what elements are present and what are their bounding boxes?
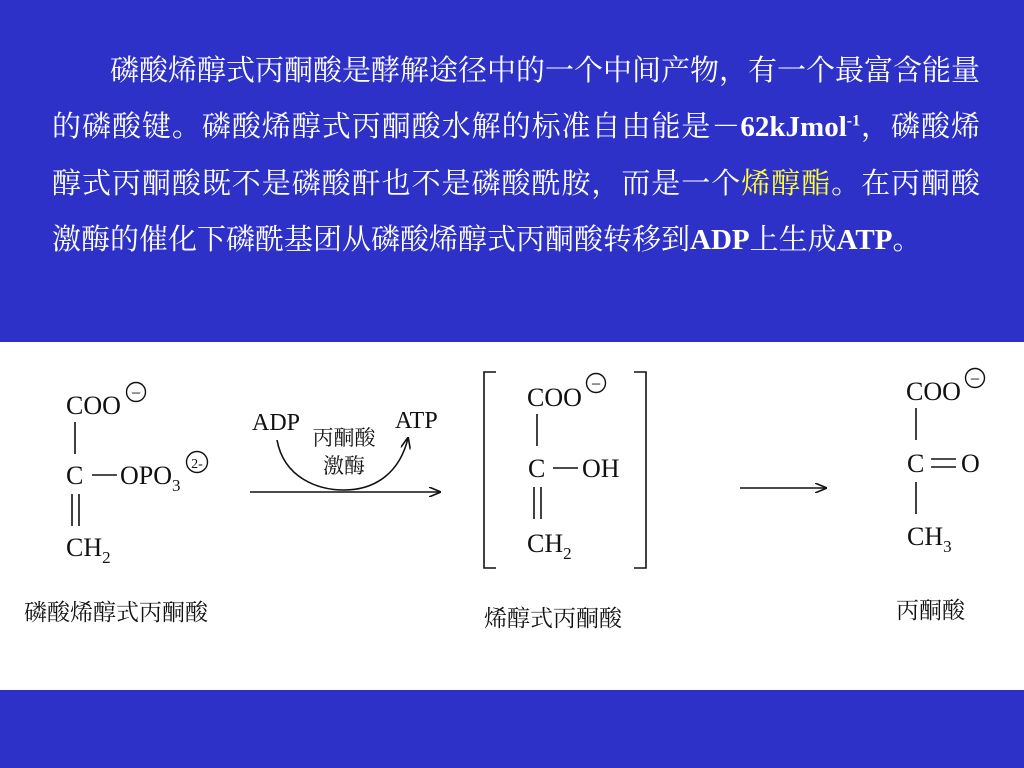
bottom-band	[0, 690, 1024, 768]
enol-carbon: C	[528, 454, 546, 483]
pep-charge: −	[130, 383, 142, 403]
paragraph-part2: ，磷酸烯醇式丙酮酸既不是磷酸酐也不是磷酸酰胺，而是一个	[52, 109, 980, 200]
text-panel	[0, 0, 1024, 342]
pyruvate-charge: −	[969, 369, 981, 389]
enol-oh: OH	[582, 454, 620, 483]
paragraph-part1: 磷酸烯醇式丙酮酸是酵解途径中的一个中间产物，有一个最富含能量的磷酸键。磷酸烯醇式丙酮酸水解的标准自由能是－	[52, 53, 981, 143]
kinase-reaction	[250, 408, 440, 492]
pep-caption: 磷酸烯醇式丙酮酸	[24, 600, 208, 626]
reaction-adp: ADP	[252, 410, 301, 436]
enzyme-label-line2: 激酶	[323, 454, 365, 478]
pyruvate-coo: COO	[906, 377, 961, 406]
pyruvate-caption: 丙酮酸	[896, 598, 965, 624]
paragraph-part4: 上生成	[749, 222, 837, 256]
enol-coo: COO	[527, 383, 582, 412]
right-bracket	[634, 372, 646, 568]
energy-value: 62kJmol	[740, 111, 847, 143]
pyruvate-carbon: C	[907, 449, 925, 478]
enol-ch2: $CH_2$	[527, 529, 572, 563]
pyruvate-oxygen: O	[961, 449, 980, 478]
description-paragraph	[52, 42, 980, 268]
adp-term: ADP	[690, 224, 750, 256]
reaction-atp: ATP	[395, 408, 438, 434]
atp-term: ATP	[836, 224, 893, 256]
pep-coo: COO	[66, 391, 121, 420]
enzyme-label-line1: 丙酮酸	[312, 426, 376, 450]
paragraph-part3: 。在丙酮酸激酶的催化下磷酰基团从磷酸烯醇式丙酮酸转移到	[52, 166, 980, 256]
pep-carbon: C	[66, 461, 84, 490]
enolpyruvate-structure	[484, 372, 646, 632]
paragraph-part5: 。	[892, 222, 922, 256]
left-bracket	[484, 372, 496, 568]
pep-ch2: $CH_2$	[66, 533, 111, 567]
pep-structure	[24, 383, 209, 627]
pyruvate-structure	[896, 369, 985, 625]
pep-charge2: 2-	[191, 457, 203, 472]
energy-exponent: -1	[846, 112, 861, 130]
highlight-enol-ester: 烯醇酯	[741, 166, 832, 200]
pep-opo3: $OPO_3$	[120, 461, 181, 495]
reaction-diagram-panel	[0, 342, 1024, 690]
pyruvate-ch3: $CH_3$	[907, 522, 952, 556]
enol-caption: 烯醇式丙酮酸	[484, 606, 622, 632]
enol-charge: −	[590, 374, 602, 394]
reaction-diagram	[0, 342, 1024, 690]
